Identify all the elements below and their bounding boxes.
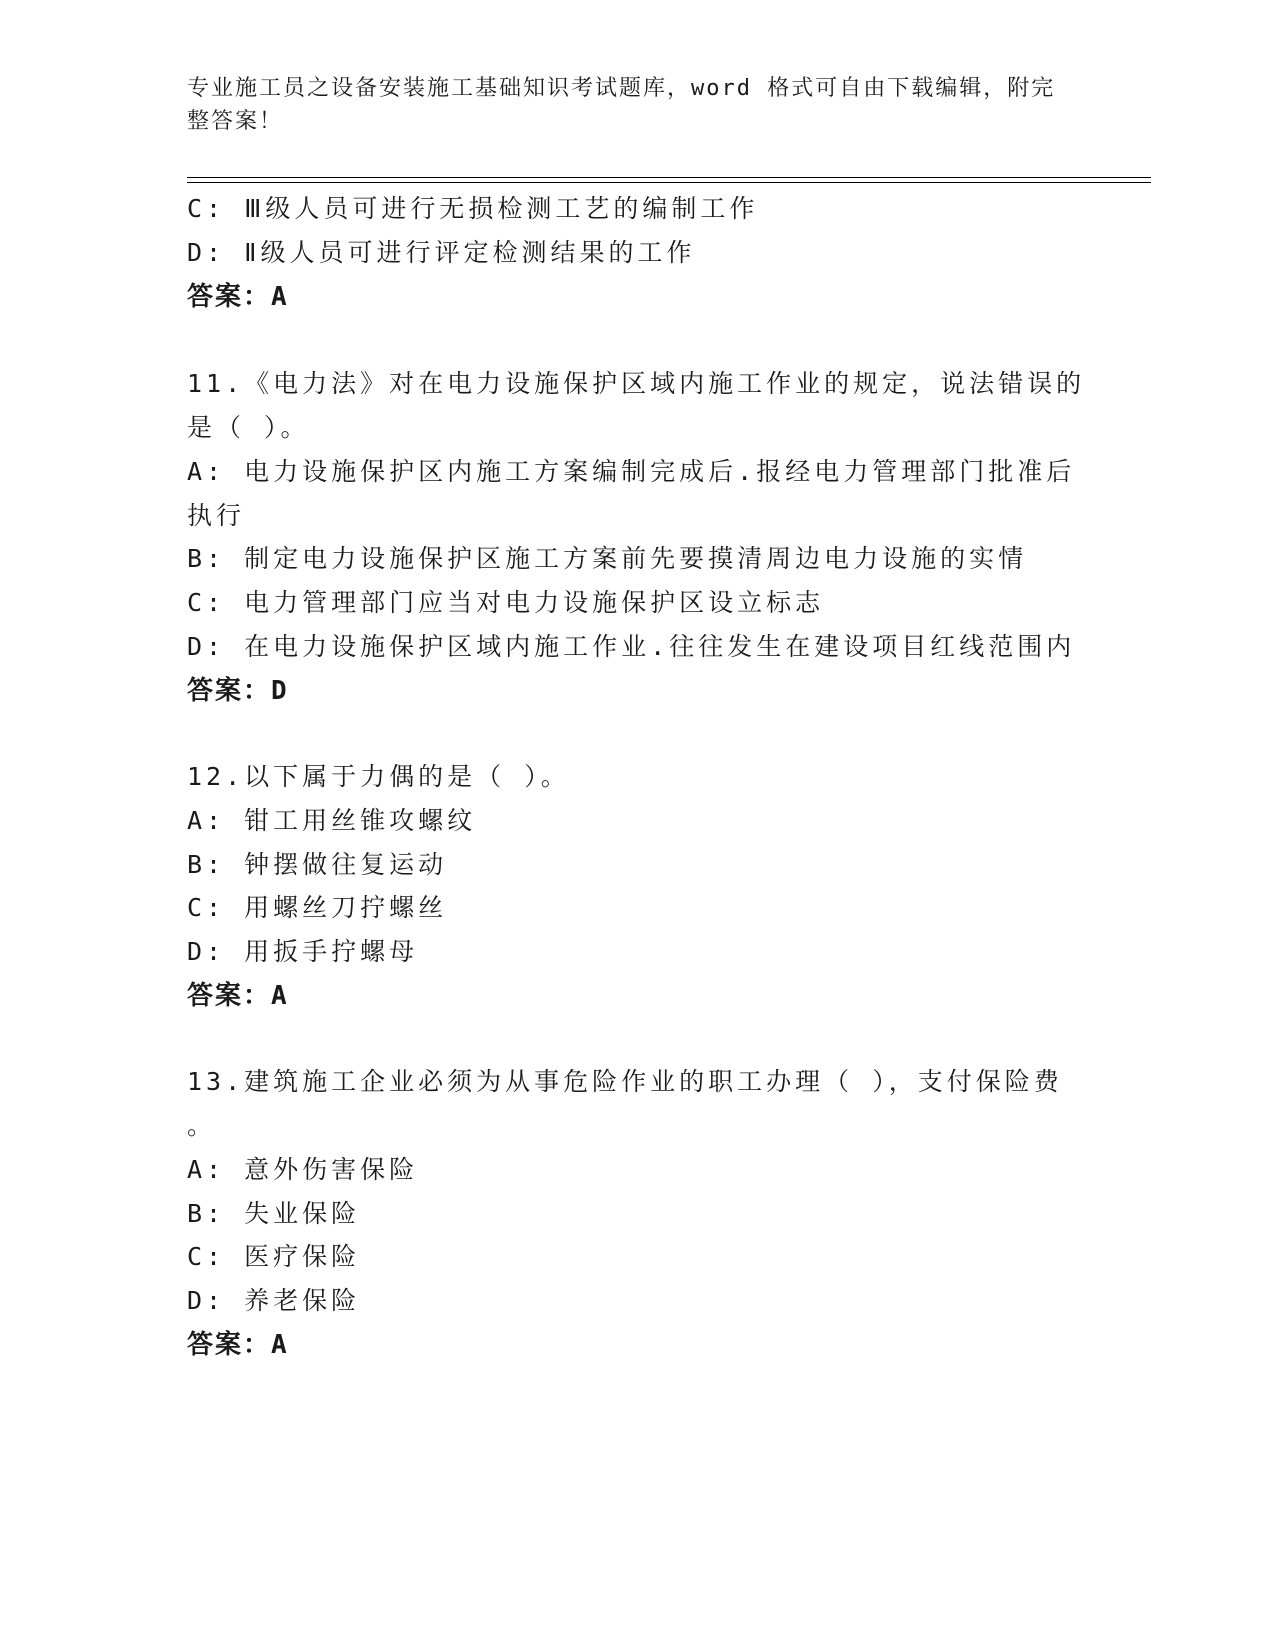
option-d: D: 在电力设施保护区域内施工作业.往往发生在建设项目红线范围内 <box>187 632 1076 661</box>
option-c: C: 用螺丝刀拧螺丝 <box>187 893 448 922</box>
question-stem-cont: 是（ ）。 <box>187 413 310 442</box>
option-b: B: 制定电力设施保护区施工方案前先要摸清周边电力设施的实情 <box>187 544 1028 573</box>
answer-label: 答案：A <box>187 1330 289 1360</box>
question-stem: 11.《电力法》对在电力设施保护区域内施工作业的规定，说法错误的 <box>187 369 1086 398</box>
option-d: D: 养老保险 <box>187 1286 361 1315</box>
option-a: A: 意外伤害保险 <box>187 1155 419 1184</box>
header-divider-bottom <box>187 182 1151 183</box>
question-stem: 12.以下属于力偶的是（ ）。 <box>187 762 570 791</box>
option-a: A: 电力设施保护区内施工方案编制完成后.报经电力管理部门批准后 <box>187 457 1076 486</box>
header-divider-top <box>187 177 1151 178</box>
option-b: B: 钟摆做往复运动 <box>187 850 448 879</box>
question-stem: 13.建筑施工企业必须为从事危险作业的职工办理（ ），支付保险费 <box>187 1067 1063 1096</box>
answer-label: 答案：D <box>187 676 289 706</box>
option-d: D: Ⅱ级人员可进行评定检测结果的工作 <box>187 238 696 267</box>
header-text: 专业施工员之设备安装施工基础知识考试题库，word 格式可自由下载编辑，附完整答案！ <box>187 76 1056 134</box>
answer-label: 答案：A <box>187 981 289 1011</box>
option-c: C: 电力管理部门应当对电力设施保护区设立标志 <box>187 588 825 617</box>
option-c: C: 医疗保险 <box>187 1242 361 1271</box>
option-d: D: 用扳手拧螺母 <box>187 937 419 966</box>
option-c: C: Ⅲ级人员可进行无损检测工艺的编制工作 <box>187 194 759 223</box>
option-b: B: 失业保险 <box>187 1199 361 1228</box>
option-a-cont: 执行 <box>187 501 246 530</box>
question-stem-cont: 。 <box>187 1111 217 1140</box>
option-a: A: 钳工用丝锥攻螺纹 <box>187 806 477 835</box>
document-header <box>187 72 1067 138</box>
answer-label: 答案：A <box>187 282 289 312</box>
